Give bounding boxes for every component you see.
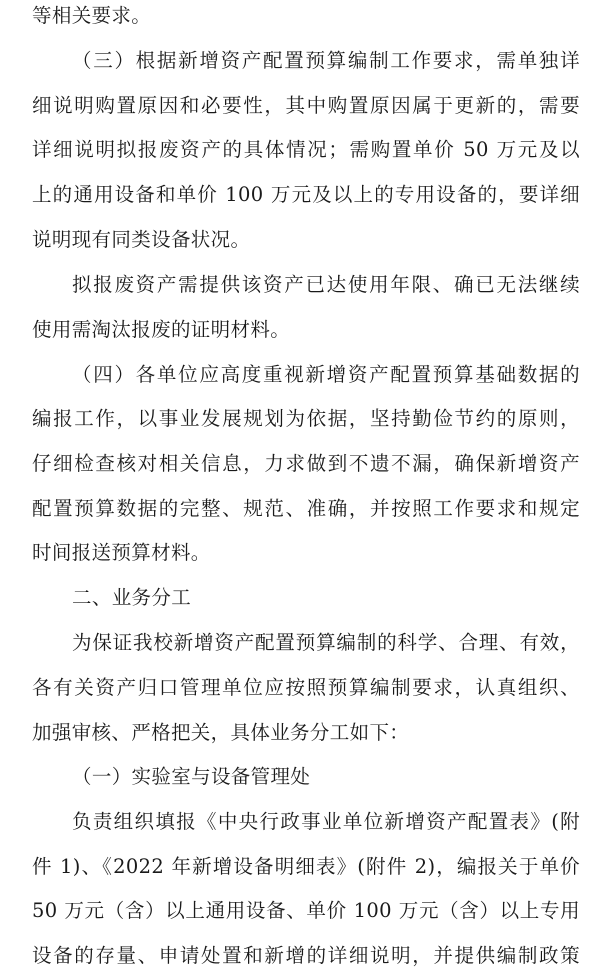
scrap-assets-line-2: 使用需淘汰报废的证明材料。 <box>32 318 291 341</box>
lab-office-duty-line-1: 负责组织填报《中央行政事业单位新增资产配置表》(附 <box>72 810 580 833</box>
paragraph-3-line-4: 上的通用设备和单价 100 万元及以上的专用设备的，要详细 <box>32 183 580 206</box>
division-intro-line-3: 加强审核、严格把关，具体业务分工如下： <box>32 721 410 744</box>
paragraph-3-line-1: （三）根据新增资产配置预算编制工作要求，需单独详 <box>72 49 580 72</box>
paragraph-3-line-2: 细说明购置原因和必要性，其中购置原因属于更新的，需要 <box>32 94 580 117</box>
paragraph-3-line-5: 说明现有同类设备状况。 <box>32 228 251 251</box>
text-line-1: 等相关要求。 <box>32 4 152 27</box>
scrap-assets-line-1: 拟报废资产需提供该资产已达使用年限、确已无法继续 <box>72 273 580 296</box>
lab-office-duty-line-4: 设备的存量、申请处置和新增的详细说明，并提供编制政策 <box>32 944 580 967</box>
lab-office-duty-line-3: 50 万元（含）以上通用设备、单价 100 万元（含）以上专用 <box>32 899 580 922</box>
paragraph-4-line-3: 仔细检查核对相关信息，力求做到不遗不漏，确保新增资产 <box>32 452 580 475</box>
division-intro-line-1: 为保证我校新增资产配置预算编制的科学、合理、有效， <box>72 631 580 654</box>
paragraph-4-line-4: 配置预算数据的完整、规范、准确，并按照工作要求和规定 <box>32 497 580 520</box>
paragraph-4-line-5: 时间报送预算材料。 <box>32 541 211 564</box>
paragraph-4-line-2: 编报工作，以事业发展规划为依据，坚持勤俭节约的原则， <box>32 407 580 430</box>
subheading-lab-equipment-office: （一）实验室与设备管理处 <box>72 765 311 788</box>
lab-office-duty-line-2: 件 1)、《2022 年新增设备明细表》(附件 2)，编报关于单价 <box>32 855 580 878</box>
section-heading-business-division: 二、业务分工 <box>72 586 192 609</box>
paragraph-4-line-1: （四）各单位应高度重视新增资产配置预算基础数据的 <box>72 363 580 386</box>
division-intro-line-2: 各有关资产归口管理单位应按照预算编制要求，认真组织、 <box>32 676 580 699</box>
paragraph-3-line-3: 详细说明拟报废资产的具体情况；需购置单价 50 万元及以 <box>32 138 580 161</box>
